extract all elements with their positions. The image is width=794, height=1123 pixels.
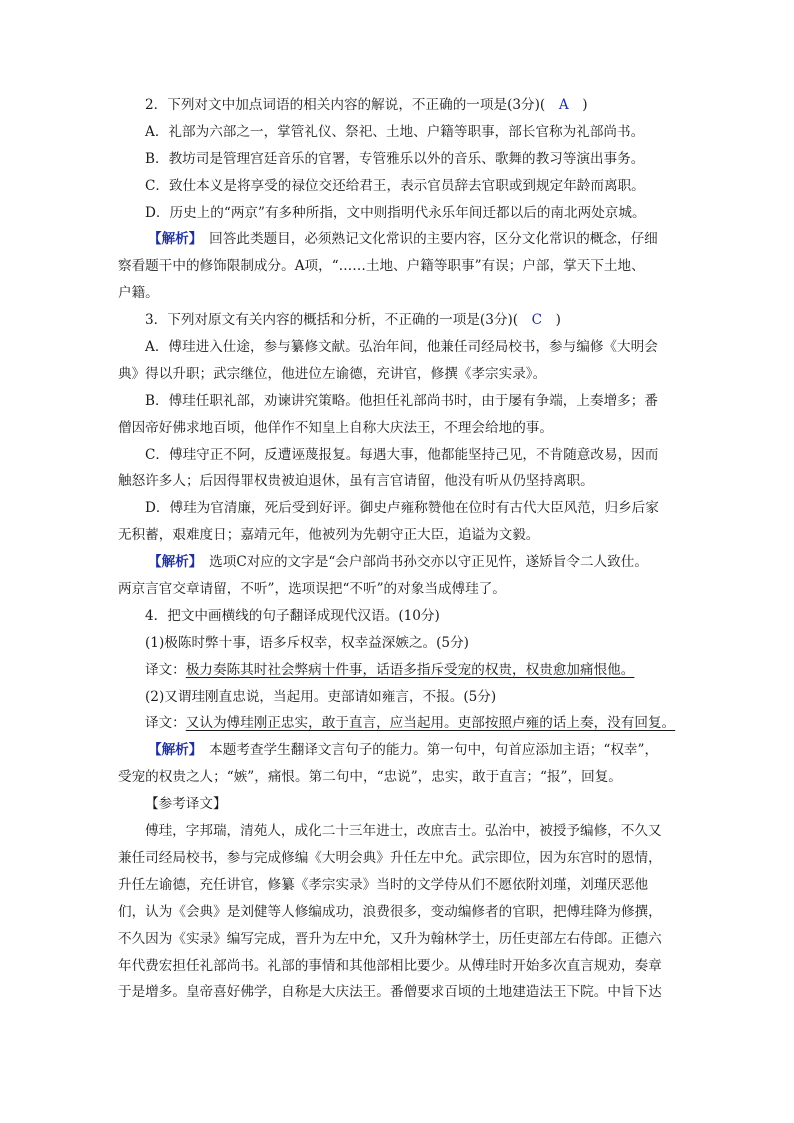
reference-translation-title: 【参考译文】 xyxy=(145,796,227,813)
analysis-tag: 【解析】 xyxy=(148,231,196,248)
q4-translation-1 xyxy=(118,657,680,684)
q3-analysis-line xyxy=(118,549,680,576)
q3-stem-close: ) xyxy=(542,312,561,329)
q4-analysis-text: 本题考查学生翻译文言句子的能力。第一句中，句首应添加主语；“权幸”， xyxy=(195,742,659,759)
q3-analysis-text: 选项C对应的文字是“会户部尚书孙交亦以守正见忤，遂矫旨令二人致仕。 xyxy=(195,554,648,571)
q3-option-a: A．傅珪进入仕途，参与纂修文献。弘治年间，他兼任司经局校书，参与编修《大明会 xyxy=(145,339,658,356)
question-2-stem xyxy=(118,92,680,119)
question-3-stem xyxy=(118,307,680,334)
q3-option-c-cont: 触怒许多人；后因得罪权贵被迫退休，虽有言官请留，他没有听从仍坚持离职。 xyxy=(118,473,594,490)
translation-2-text: 又认为傅珪刚正忠实，敢于直言，应当起用。吏部按照卢雍的话上奏，没有回复。 xyxy=(185,715,676,732)
q2-option-c: C．致仕本义是将享受的禄位交还给君王，表示官员辞去官职或到规定年龄而离职。 xyxy=(145,177,645,194)
question-4-stem: 4．把文中画横线的句子翻译成现代汉语。(10分) xyxy=(145,607,440,624)
reference-translation-line: 年代费宏担任礼部尚书。礼部的事情和其他部相比要少。从傅珪时开始多次直言规劝，奏章 xyxy=(118,957,662,974)
reference-translation-line: 于是增多。皇帝喜好佛学，自称是大庆法王。番僧要求百顷的土地建造法王下院。中旨下达 xyxy=(118,984,662,1001)
q4-translation-2 xyxy=(118,710,680,737)
analysis-tag: 【解析】 xyxy=(148,742,196,759)
analysis-tag: 【解析】 xyxy=(148,554,196,571)
q3-option-d: D．傅珪为官清廉，死后受到好评。御史卢雍称赞他在位时有古代大臣风范，归乡后家 xyxy=(145,500,659,517)
q3-option-c: C．傅珪守正不阿，反遭诬蔑报复。每遇大事，他都能坚持己见，不肯随意改易，因而 xyxy=(145,446,659,463)
q3-stem-text: 3．下列对原文有关内容的概括和分析，不正确的一项是(3分)( xyxy=(145,312,532,329)
reference-translation-line: 兼任司经局校书，参与完成修编《大明会典》升任左中允。武宗即位，因为东宫时的恩情， xyxy=(118,849,662,866)
q3-answer: C xyxy=(531,312,543,329)
q2-stem-text: 2．下列对文中加点词语的相关内容的解说，不正确的一项是(3分)( xyxy=(145,97,559,113)
translation-1-text: 极力奏陈其时社会弊病十件事，话语多指斥受宠的权贵，权贵愈加痛恨他。 xyxy=(185,661,635,678)
q3-option-b: B．傅珪任职礼部，劝谏讲究策略。他担任礼部尚书时，由于屡有争端，上奏增多；番 xyxy=(145,392,658,409)
q3-option-b-cont: 僧因帝好佛求地百顷，他佯作不知皇上自称大庆法王，不理会给地的事。 xyxy=(118,419,553,436)
q2-analysis-line xyxy=(118,226,680,253)
q4-sentence-1: (1)极陈时弊十事，语多斥权幸，权幸益深嫉之。(5分) xyxy=(145,634,469,651)
translation-label: 译文： xyxy=(145,715,186,732)
q2-analysis-line: 察看题干中的修饰限制成分。A项，“……土地、户籍等职事”有误；户部，掌天下土地、 xyxy=(118,258,645,275)
q2-stem-close: ) xyxy=(568,97,588,113)
q2-option-b: B．教坊司是管理宫廷音乐的官署，专管雅乐以外的音乐、歌舞的教习等演出事务。 xyxy=(145,150,645,167)
reference-translation-line: 不久因为《实录》编写完成，晋升为左中允，又升为翰林学士，历任吏部左右侍郎。正德六 xyxy=(118,930,662,947)
q2-option-d: D．历史上的“两京”有多种所指，文中则指明代永乐年间迁都以后的南北两处京城。 xyxy=(145,204,646,221)
translation-label: 译文： xyxy=(145,661,186,678)
document-body xyxy=(118,92,680,1006)
q4-analysis-line: 受宠的权贵之人；“嫉”，痛恨。第二句中，“忠说”，忠实，敢于直言；“报”，回复。 xyxy=(118,769,622,786)
q3-option-d-cont: 无积蓄，艰难度日；嘉靖元年，他被列为先朝守正大臣，追谥为文毅。 xyxy=(118,527,540,544)
reference-translation-line: 傅珪，字邦瑞，清苑人，成化二十三年进士，改庶吉士。弘治中，被授予编修，不久又 xyxy=(145,823,662,840)
reference-translation-line: 们，认为《会典》是刘健等人修编成功，浪费很多，变动编修者的官职，把傅珪降为修撰， xyxy=(118,903,662,920)
q4-sentence-2: (2)又谓珪刚直忠说，当起用。吏部请如雍言，不报。(5分) xyxy=(145,688,497,705)
q2-analysis-text: 回答此类题目，必须熟记文化常识的主要内容，区分文化常识的概念，仔细 xyxy=(195,231,658,248)
reference-translation-line: 升任左谕德，充任讲官，修纂《孝宗实录》当时的文学侍从们不愿依附刘瑾，刘瑾厌恶他 xyxy=(118,876,649,893)
q2-answer: A xyxy=(558,97,569,113)
q2-analysis-line: 户籍。 xyxy=(118,285,159,302)
q3-analysis-line: 两京言官交章请留，不听”，选项误把“不听”的对象当成傅珪了。 xyxy=(118,581,506,598)
q2-option-a: A．礼部为六部之一，掌管礼仪、祭祀、土地、户籍等职事，部长官称为礼部尚书。 xyxy=(145,123,645,140)
q4-analysis-line xyxy=(118,737,680,764)
q3-option-a-cont: 典》得以升职；武宗继位，他进位左谕德，充讲官，修撰《孝宗实录》。 xyxy=(118,365,547,382)
